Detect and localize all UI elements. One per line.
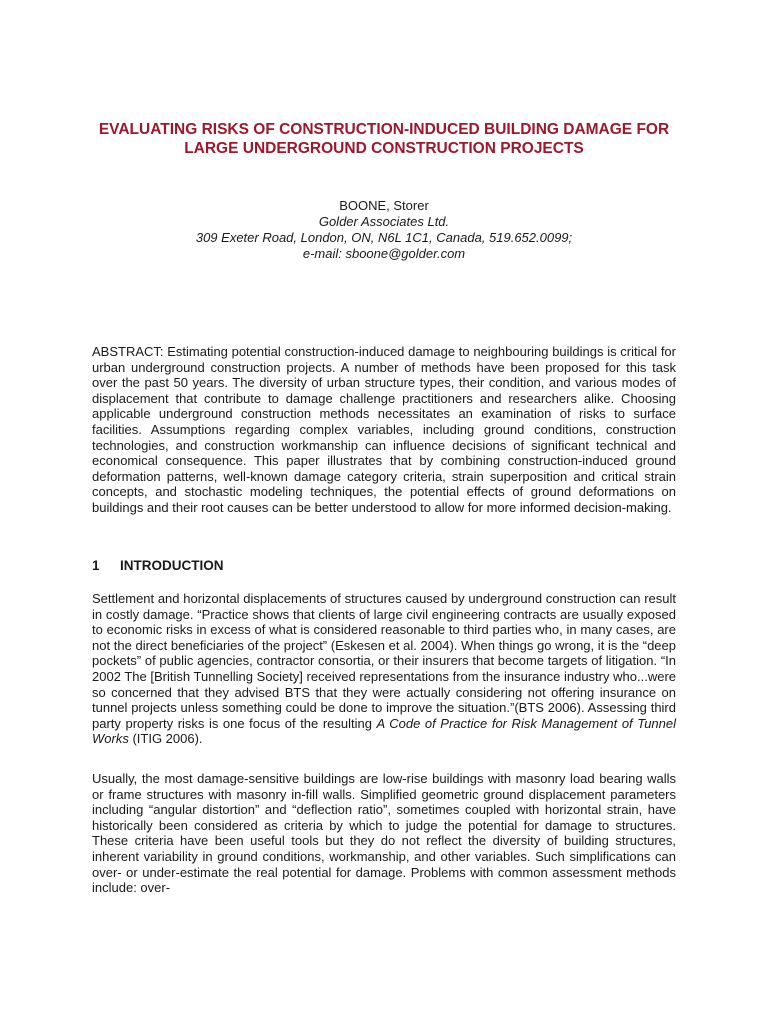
author-name: BOONE, Storer: [339, 198, 429, 213]
author-block: [92, 198, 676, 262]
abstract: ABSTRACT: Estimating potential construction-induced damage to neighbouring buildings is critical for urban underground construction projects. A number of methods have been proposed for this task over the past 50 years. The diversity of urban structure types, their condition, and various modes of displacement that contribute to damage challenge practitioners and researchers alike. Choosing applicable underground construction methods necessitates an examination of risks to surface facilities. Assumptions regarding complex variables, including ground conditions, construction technologies, and construction workmanship can influence decisions of significant technical and economical consequence. This paper illustrates that by combining construction-induced ground deformation patterns, well-known damage category criteria, strain superposition and critical strain concepts, and stochastic modeling techniques, the potential effects of ground deformations on buildings and their root causes can be better understood to allow for more informed decision-making.: [92, 344, 676, 515]
paper-title: EVALUATING RISKS OF CONSTRUCTION-INDUCED BUILDING DAMAGE FOR LARGE UNDERGROUND CONSTRUCTION PROJECTS: [98, 121, 670, 157]
intro-paragraph-1-end: (ITIG 2006).: [128, 731, 203, 747]
author-address: 309 Exeter Road, London, ON, N6L 1C1, Canada, 519.652.0099;: [195, 230, 573, 245]
section-number: 1: [92, 558, 100, 573]
intro-paragraph-2: Usually, the most damage-sensitive buildings are low-rise buildings with masonry load bearing walls or frame structures with masonry in-fill walls. Simplified geometric ground displacement parameters including “angular distortion” and “deflection ratio”, sometimes coupled with horizontal strain, have historically been considered as criteria by which to judge the potential for damage to structures. These criteria have been useful tools but they do not reflect the diversity of building structures, inherent variability in ground conditions, workmanship, and other variables. Such simplifications can over- or under-estimate the real potential for damage. Problems with common assessment methods include: over-: [92, 771, 676, 896]
section-title: INTRODUCTION: [120, 558, 224, 573]
section-heading-introduction: [92, 558, 676, 573]
intro-paragraph-1: [92, 591, 676, 747]
author-email: e-mail: sboone@golder.com: [302, 246, 466, 261]
author-affiliation: Golder Associates Ltd.: [318, 214, 450, 229]
intro-paragraph-1-text: Settlement and horizontal displacements of structures caused by underground construction can result in costly damage. “Practice shows that clients of large civil engineering contracts are usually exposed to economic risks in excess of what is considered reasonable to third parties who, in many cases, are not the direct beneficiaries of the project” (Eskesen et al. 2004). When things go wrong, it is the “deep pockets” of public agencies, contractor consortia, or their insurers that become targets of litigation. “In 2002 The [British Tunnelling Society] received representations from the insurance industry who...were so concerned that they advised BTS that they were actually considering not offering insurance on tunnel projects unless something could be done to improve the situation.”(BTS 2006). Assessing third party property risks is one focus of the resulting: [92, 591, 676, 731]
intro-paragraph-1-italic: A Code of Practice for Risk Management of Tunnel Works: [92, 715, 677, 747]
